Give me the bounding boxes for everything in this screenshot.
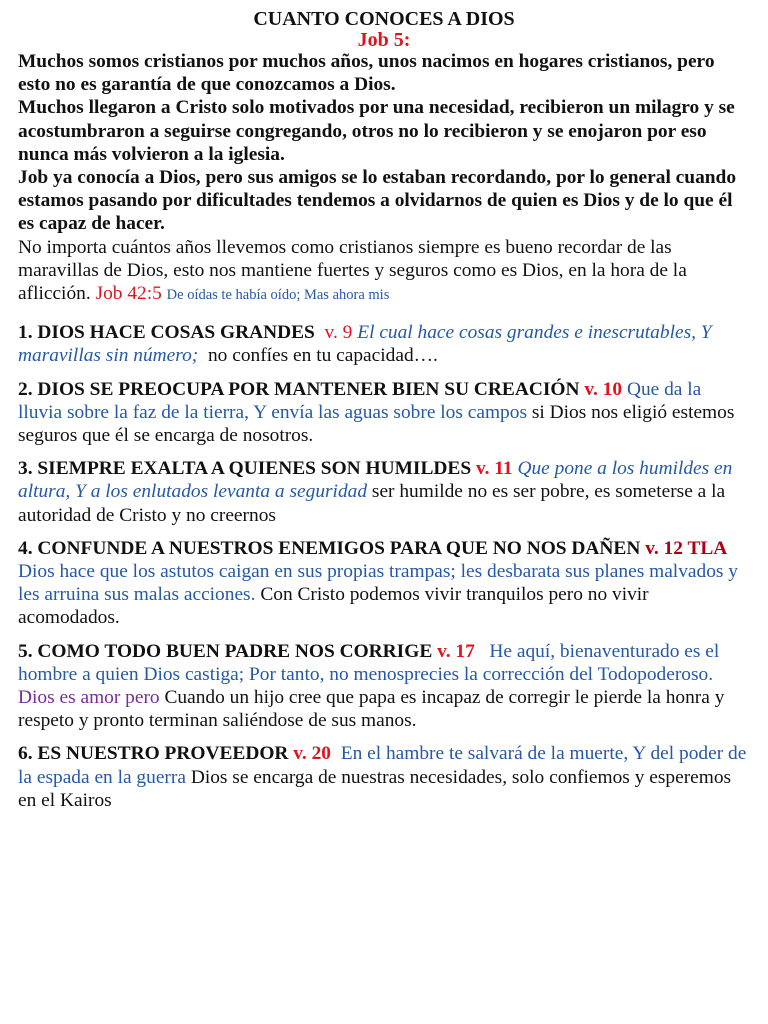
- point-comment: ser humilde no es ser pobre, es someterse a la autoridad de Cristo y no creernos: [18, 481, 726, 526]
- point-heading: 4. CONFUNDE A NUESTROS ENEMIGOS PARA QUE NO NOS DAÑEN: [18, 537, 641, 559]
- point-comment: no confíes en tu capacidad….: [207, 345, 438, 367]
- point-verse: v. 10: [584, 378, 623, 400]
- point-comment: Cuando un hijo cree que papa es incapaz de corregir le pierde la honra y respeto y pronto terminan saliéndose de sus manos.: [18, 687, 725, 732]
- point-4: [18, 537, 750, 630]
- points-section: [18, 321, 750, 812]
- point-quote-2: Dios es amor pero: [18, 687, 160, 709]
- point-verse: v. 20: [293, 743, 332, 765]
- point-quote: Que da la lluvia sobre la faz de la tierra, Y envía las aguas sobre los campos: [18, 378, 702, 423]
- point-comment: Con Cristo podemos vivir tranquilos pero no vivir acomodados.: [18, 584, 649, 629]
- point-comment: si Dios nos eligió estemos seguros que él se encarga de nosotros.: [18, 401, 735, 447]
- intro-paragraph-4: [18, 236, 750, 308]
- point-3: [18, 457, 750, 527]
- document-title: CUANTO CONOCES A DIOS: [253, 8, 515, 30]
- point-2: [18, 378, 750, 448]
- point-heading: 3. SIEMPRE EXALTA A QUIENES SON HUMILDES: [18, 458, 472, 480]
- intro-paragraph-2: Muchos llegaron a Cristo solo motivados por una necesidad, recibieron un milagro y se acostumbraron a seguirse congregando, otros no lo recibieron y se enojaron por eso nunca más volvieron a la iglesia.: [18, 97, 735, 165]
- point-6: [18, 742, 750, 812]
- intro-paragraph-1: Muchos somos cristianos por muchos años, unos nacimos en hogares cristianos, pero esto no es garantía de que conozcamos a Dios.: [18, 51, 715, 96]
- point-verse: v. 11: [475, 458, 513, 480]
- point-quote: Que pone a los humildes en altura, Y a los enlutados levanta a seguridad: [18, 458, 733, 503]
- point-quote: El cual hace cosas grandes e inescrutables, Y maravillas sin número;: [18, 322, 712, 367]
- point-quote: Dios hace que los astutos caigan en sus propias trampas; les desbarata sus planes malvados y les arruina sus malas acciones.: [18, 561, 738, 606]
- point-verse: v. 17: [437, 640, 475, 662]
- intro-section: [18, 50, 750, 307]
- point-heading: 2. DIOS SE PREOCUPA POR MANTENER BIEN SU CREACIÓN: [18, 378, 580, 400]
- point-heading: 6. ES NUESTRO PROVEEDOR: [18, 743, 289, 765]
- point-1: [18, 321, 750, 367]
- point-quote: En el hambre te salvará de la muerte, Y del poder de la espada en la guerra: [18, 743, 747, 788]
- point-verse: v. 12 TLA: [645, 537, 728, 559]
- intro-quote: De oídas te había oído; Mas ahora mis: [166, 287, 390, 304]
- intro-paragraph-3: Job ya conocía a Dios, pero sus amigos se lo estaban recordando, por lo general cuando estamos pasando por dificultades tendemos a olvidarnos de quien es Dios y de lo que él es capaz de hacer.: [18, 167, 737, 235]
- point-quote: He aquí, bienaventurado es el hombre a quien Dios castiga; Por tanto, no menosprecies la corrección del Todopoderoso.: [18, 640, 720, 685]
- intro-paragraph-4-text: No importa cuántos años llevemos como cristianos siempre es bueno recordar de las maravillas de Dios, esto nos mantiene fuertes y seguros como es Dios, en la hora de la aflicción.: [18, 236, 687, 305]
- point-5: [18, 640, 750, 733]
- point-heading: 1. DIOS HACE COSAS GRANDES: [18, 322, 315, 344]
- intro-reference: Job 42:5: [95, 283, 162, 305]
- point-verse: v. 9: [324, 322, 353, 344]
- point-comment: Dios se encarga de nuestras necesidades, solo confiemos y esperemos en el Kairos: [18, 766, 732, 811]
- document-subtitle: Job 5:: [357, 29, 411, 51]
- point-heading: 5. COMO TODO BUEN PADRE NOS CORRIGE: [18, 640, 433, 662]
